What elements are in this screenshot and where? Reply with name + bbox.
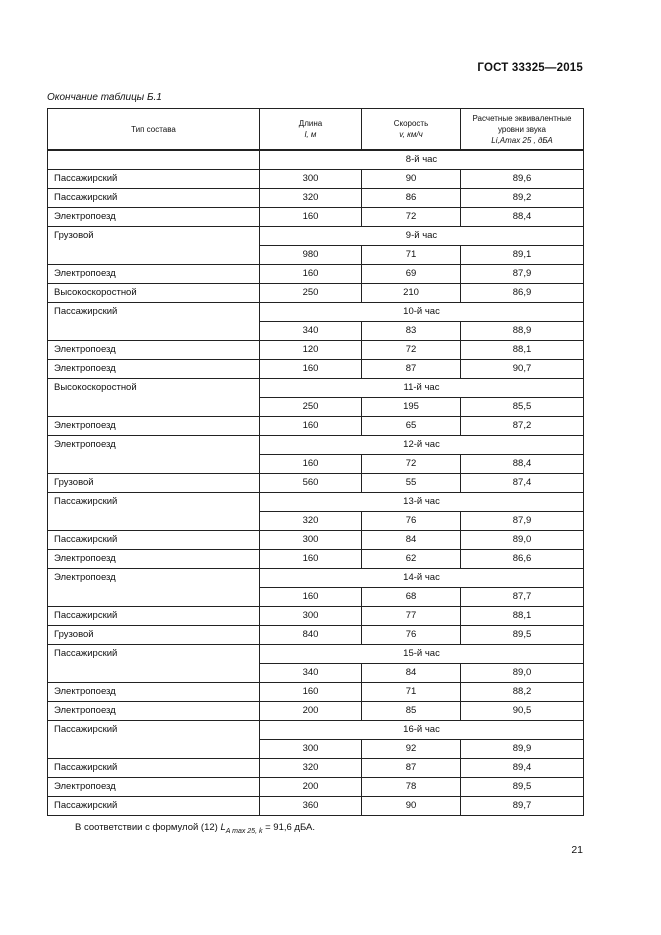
hour-row [48, 721, 584, 740]
header-speed: Скорость v, км/ч [362, 109, 461, 151]
row-speed-cell: 84 [362, 531, 461, 550]
row-speed-cell: 77 [362, 607, 461, 626]
row-length-cell: 160 [260, 683, 362, 702]
row-type-cell: Пассажирский [48, 645, 260, 683]
row-level-cell: 87,2 [461, 417, 584, 436]
row-speed-cell: 85 [362, 702, 461, 721]
row-level-cell: 87,4 [461, 474, 584, 493]
row-level-cell: 87,9 [461, 512, 584, 531]
row-type-cell: Электропоезд [48, 360, 260, 379]
row-length-cell: 250 [260, 284, 362, 303]
row-speed-cell: 55 [362, 474, 461, 493]
row-type-cell: Электропоезд [48, 778, 260, 797]
row-level-cell: 88,1 [461, 341, 584, 360]
table-body [48, 150, 584, 816]
row-length-cell: 120 [260, 341, 362, 360]
row-level-cell: 88,4 [461, 455, 584, 474]
table-row [48, 626, 584, 645]
table-row [48, 702, 584, 721]
row-speed-cell: 71 [362, 246, 461, 265]
table-row [48, 797, 584, 816]
table-row [48, 683, 584, 702]
row-length-cell: 980 [260, 246, 362, 265]
row-speed-cell: 210 [362, 284, 461, 303]
row-level-cell: 90,5 [461, 702, 584, 721]
note-symbol: L [220, 822, 226, 833]
row-type-cell: Пассажирский [48, 531, 260, 550]
hour-row [48, 379, 584, 398]
row-length-cell: 300 [260, 740, 362, 759]
row-speed-cell: 87 [362, 360, 461, 379]
row-speed-cell: 69 [362, 265, 461, 284]
row-speed-cell: 92 [362, 740, 461, 759]
row-length-cell: 160 [260, 550, 362, 569]
row-type-cell: Электропоезд [48, 683, 260, 702]
row-speed-cell: 72 [362, 208, 461, 227]
table-row [48, 360, 584, 379]
row-level-cell: 89,1 [461, 246, 584, 265]
row-type-cell: Пассажирский [48, 721, 260, 759]
row-level-cell: 88,4 [461, 208, 584, 227]
row-type-cell: Пассажирский [48, 759, 260, 778]
table-row [48, 531, 584, 550]
row-speed-cell: 65 [362, 417, 461, 436]
row-length-cell: 160 [260, 208, 362, 227]
table-row [48, 208, 584, 227]
row-level-cell: 89,0 [461, 531, 584, 550]
note-value: = 91,6 дБА. [265, 822, 315, 833]
row-speed-cell: 76 [362, 626, 461, 645]
hour-label: 9-й час [260, 227, 584, 246]
row-length-cell: 320 [260, 189, 362, 208]
row-length-cell: 300 [260, 607, 362, 626]
row-type-cell: Высокоскоростной [48, 379, 260, 417]
row-level-cell: 86,6 [461, 550, 584, 569]
table-row [48, 474, 584, 493]
row-type-cell [48, 150, 260, 170]
row-length-cell: 250 [260, 398, 362, 417]
row-length-cell: 200 [260, 702, 362, 721]
row-speed-cell: 76 [362, 512, 461, 531]
hour-label: 8-й час [260, 150, 584, 170]
row-speed-cell: 84 [362, 664, 461, 683]
row-type-cell: Пассажирский [48, 797, 260, 816]
row-speed-cell: 87 [362, 759, 461, 778]
row-speed-cell: 90 [362, 797, 461, 816]
row-level-cell: 85,5 [461, 398, 584, 417]
row-length-cell: 160 [260, 588, 362, 607]
document-number: ГОСТ 33325—2015 [477, 62, 583, 74]
row-length-cell: 360 [260, 797, 362, 816]
row-type-cell: Электропоезд [48, 265, 260, 284]
row-type-cell: Электропоезд [48, 702, 260, 721]
formula-note [75, 822, 315, 835]
row-length-cell: 200 [260, 778, 362, 797]
row-level-cell: 88,2 [461, 683, 584, 702]
row-speed-cell: 71 [362, 683, 461, 702]
row-level-cell: 89,2 [461, 189, 584, 208]
row-length-cell: 160 [260, 360, 362, 379]
hour-row [48, 645, 584, 664]
row-level-cell: 90,7 [461, 360, 584, 379]
hour-label: 14-й час [260, 569, 584, 588]
hour-row [48, 303, 584, 322]
row-speed-cell: 90 [362, 170, 461, 189]
row-type-cell: Электропоезд [48, 341, 260, 360]
hour-row [48, 569, 584, 588]
table-caption: Окончание таблицы Б.1 [47, 92, 162, 103]
table-header-row [48, 109, 584, 151]
row-type-cell: Грузовой [48, 626, 260, 645]
row-type-cell: Пассажирский [48, 303, 260, 341]
table-row [48, 341, 584, 360]
hour-row [48, 436, 584, 455]
row-level-cell: 89,0 [461, 664, 584, 683]
row-type-cell: Пассажирский [48, 493, 260, 531]
row-level-cell: 87,7 [461, 588, 584, 607]
row-length-cell: 340 [260, 664, 362, 683]
table-row [48, 284, 584, 303]
row-length-cell: 320 [260, 759, 362, 778]
row-level-cell: 88,9 [461, 322, 584, 341]
row-level-cell: 89,5 [461, 778, 584, 797]
table-row [48, 778, 584, 797]
hour-label: 11-й час [260, 379, 584, 398]
hour-label: 13-й час [260, 493, 584, 512]
row-type-cell: Электропоезд [48, 550, 260, 569]
row-length-cell: 300 [260, 531, 362, 550]
header-length: Длина l, м [260, 109, 362, 151]
row-type-cell: Высокоскоростной [48, 284, 260, 303]
page-number: 21 [571, 844, 583, 856]
row-length-cell: 300 [260, 170, 362, 189]
row-speed-cell: 68 [362, 588, 461, 607]
table-row [48, 170, 584, 189]
hour-row [48, 227, 584, 246]
table-row [48, 550, 584, 569]
table-row [48, 189, 584, 208]
noise-table [47, 108, 584, 816]
row-level-cell: 87,9 [461, 265, 584, 284]
note-subscript: A max 25, k [225, 827, 263, 835]
row-length-cell: 560 [260, 474, 362, 493]
row-speed-cell: 62 [362, 550, 461, 569]
row-level-cell: 89,6 [461, 170, 584, 189]
row-length-cell: 160 [260, 455, 362, 474]
row-speed-cell: 195 [362, 398, 461, 417]
hour-row [48, 493, 584, 512]
row-level-cell: 89,5 [461, 626, 584, 645]
row-speed-cell: 72 [362, 341, 461, 360]
row-length-cell: 340 [260, 322, 362, 341]
hour-label: 15-й час [260, 645, 584, 664]
row-length-cell: 320 [260, 512, 362, 531]
header-level: Расчетные эквивалентные уровни звука Li,Amax 25 , дБА [461, 109, 584, 151]
row-type-cell: Электропоезд [48, 436, 260, 474]
hour-label: 12-й час [260, 436, 584, 455]
row-type-cell: Пассажирский [48, 170, 260, 189]
table-row [48, 265, 584, 284]
header-type: Тип состава [48, 109, 260, 151]
hour-label: 16-й час [260, 721, 584, 740]
row-type-cell: Электропоезд [48, 417, 260, 436]
row-type-cell: Электропоезд [48, 569, 260, 607]
row-level-cell: 86,9 [461, 284, 584, 303]
row-level-cell: 89,7 [461, 797, 584, 816]
row-type-cell: Электропоезд [48, 208, 260, 227]
table-row [48, 607, 584, 626]
row-type-cell: Пассажирский [48, 189, 260, 208]
hour-row [48, 150, 584, 170]
row-speed-cell: 78 [362, 778, 461, 797]
row-level-cell: 89,9 [461, 740, 584, 759]
table-row [48, 759, 584, 778]
row-type-cell: Пассажирский [48, 607, 260, 626]
note-prefix: В соответствии с формулой (12) [75, 822, 218, 833]
row-length-cell: 160 [260, 265, 362, 284]
table-row [48, 417, 584, 436]
row-level-cell: 89,4 [461, 759, 584, 778]
row-length-cell: 840 [260, 626, 362, 645]
row-type-cell: Грузовой [48, 474, 260, 493]
row-type-cell: Грузовой [48, 227, 260, 265]
row-speed-cell: 83 [362, 322, 461, 341]
row-length-cell: 160 [260, 417, 362, 436]
hour-label: 10-й час [260, 303, 584, 322]
row-level-cell: 88,1 [461, 607, 584, 626]
row-speed-cell: 72 [362, 455, 461, 474]
row-speed-cell: 86 [362, 189, 461, 208]
